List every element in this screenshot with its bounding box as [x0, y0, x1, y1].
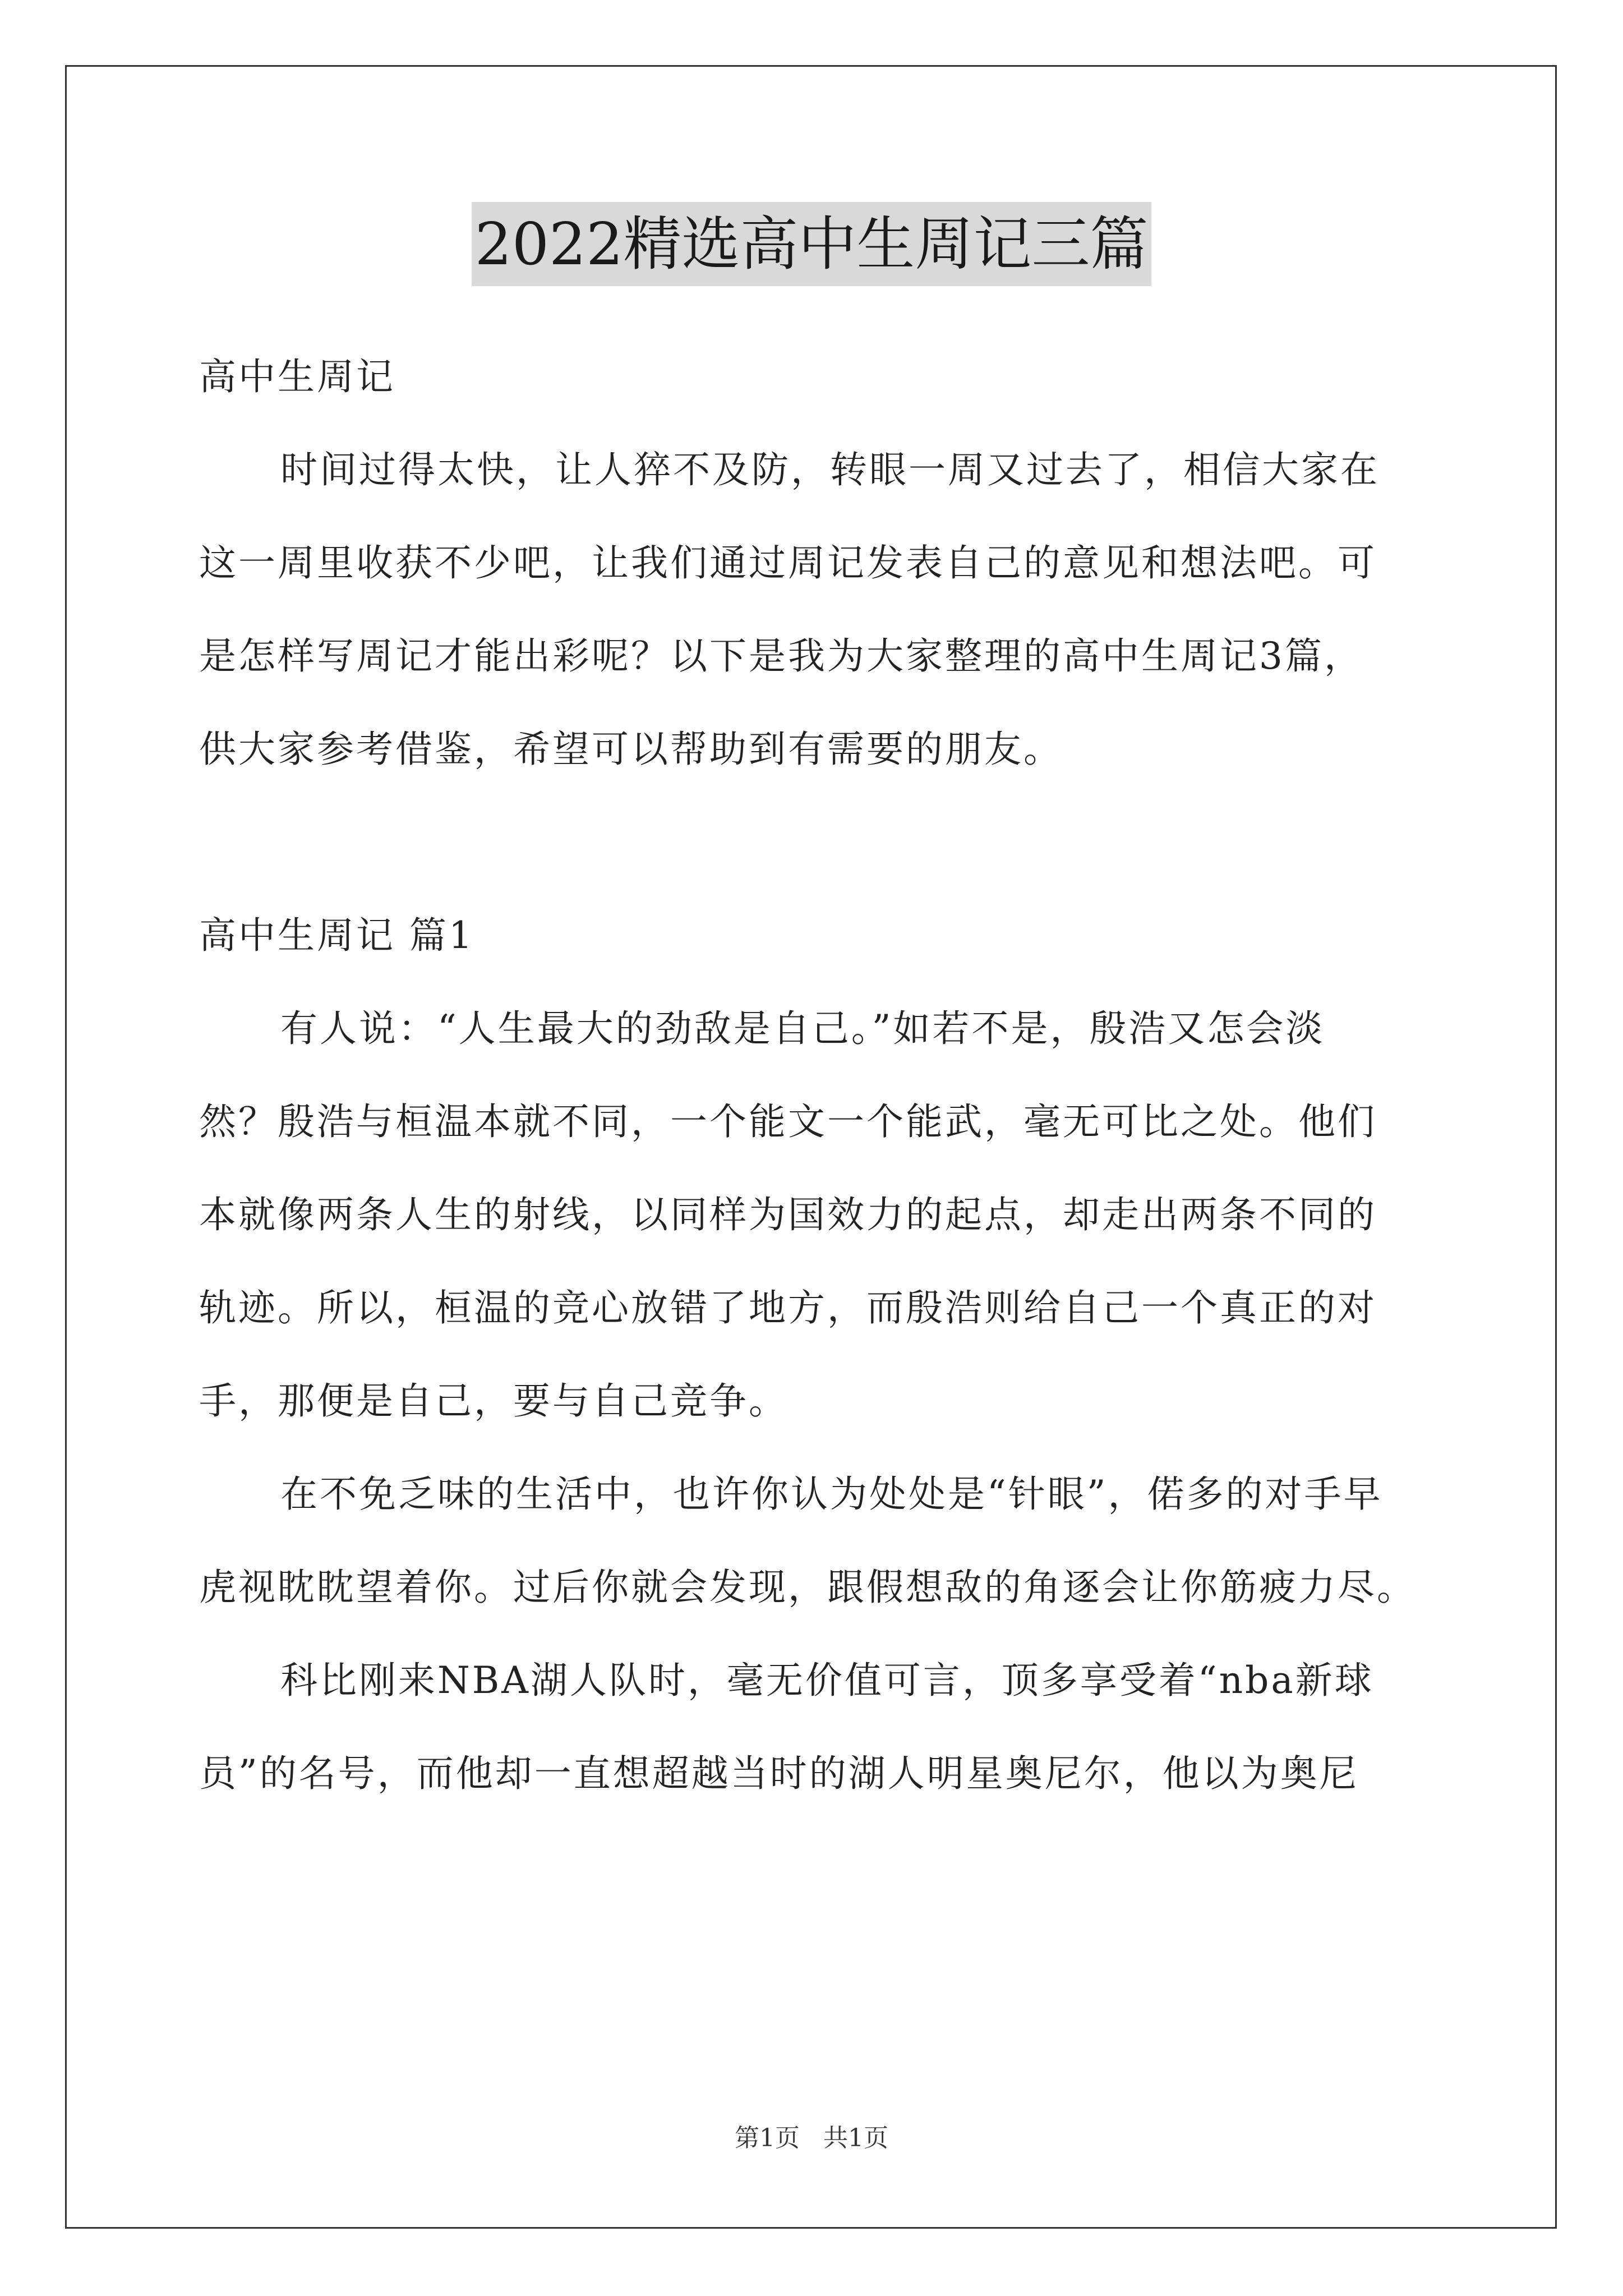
document-body: [199, 341, 1433, 1831]
intro-line-1: 时间过得太快，让人猝不及防，转眼一周又过去了，相信大家在: [280, 448, 1380, 491]
para1-line-2: 然？殷浩与桓温本就不同，一个能文一个能武，毫无可比之处。他们: [199, 1100, 1377, 1143]
title-container: [0, 202, 1623, 286]
para2-line-2: 虎视眈眈望着你。过后你就会发现，跟假想敌的角逐会让你筋疲力尽。: [199, 1566, 1416, 1609]
para1-line-1: 有人说：“人生最大的劲敌是自己。”如若不是，殷浩又怎会淡: [280, 1007, 1325, 1050]
para3-line-1: 科比刚来NBA湖人队时，毫无价值可言，顶多享受着“nba新球: [280, 1659, 1374, 1702]
page-number-footer: 第1页 共1页: [735, 2124, 888, 2152]
intro-line-3: 是怎样写周记才能出彩呢？以下是我为大家整理的高中生周记3篇，: [199, 634, 1363, 678]
document-title: 2022精选高中生周记三篇: [472, 202, 1152, 286]
intro-line-4: 供大家参考借鉴，希望可以帮助到有需要的朋友。: [199, 728, 1063, 771]
section-heading: 高中生周记 篇1: [199, 914, 474, 957]
para3-line-2: 员”的名号，而他却一直想超越当时的湖人明星奥尼尔，他以为奥尼: [199, 1752, 1359, 1795]
intro-line-2: 这一周里收获不少吧，让我们通过周记发表自己的意见和想法吧。可: [199, 541, 1377, 585]
blank-line: [199, 807, 1433, 900]
intro-heading: 高中生周记: [199, 355, 395, 398]
para2-line-1: 在不免乏味的生活中，也许你认为处处是“针眼”，偌多的对手早: [280, 1473, 1383, 1516]
para1-line-3: 本就像两条人生的射线，以同样为国效力的起点，却走出两条不同的: [199, 1193, 1377, 1236]
para1-line-4: 轨迹。所以，桓温的竞心放错了地方，而殷浩则给自己一个真正的对: [199, 1286, 1377, 1329]
para1-line-5: 手，那便是自己，要与自己竞争。: [199, 1379, 788, 1423]
